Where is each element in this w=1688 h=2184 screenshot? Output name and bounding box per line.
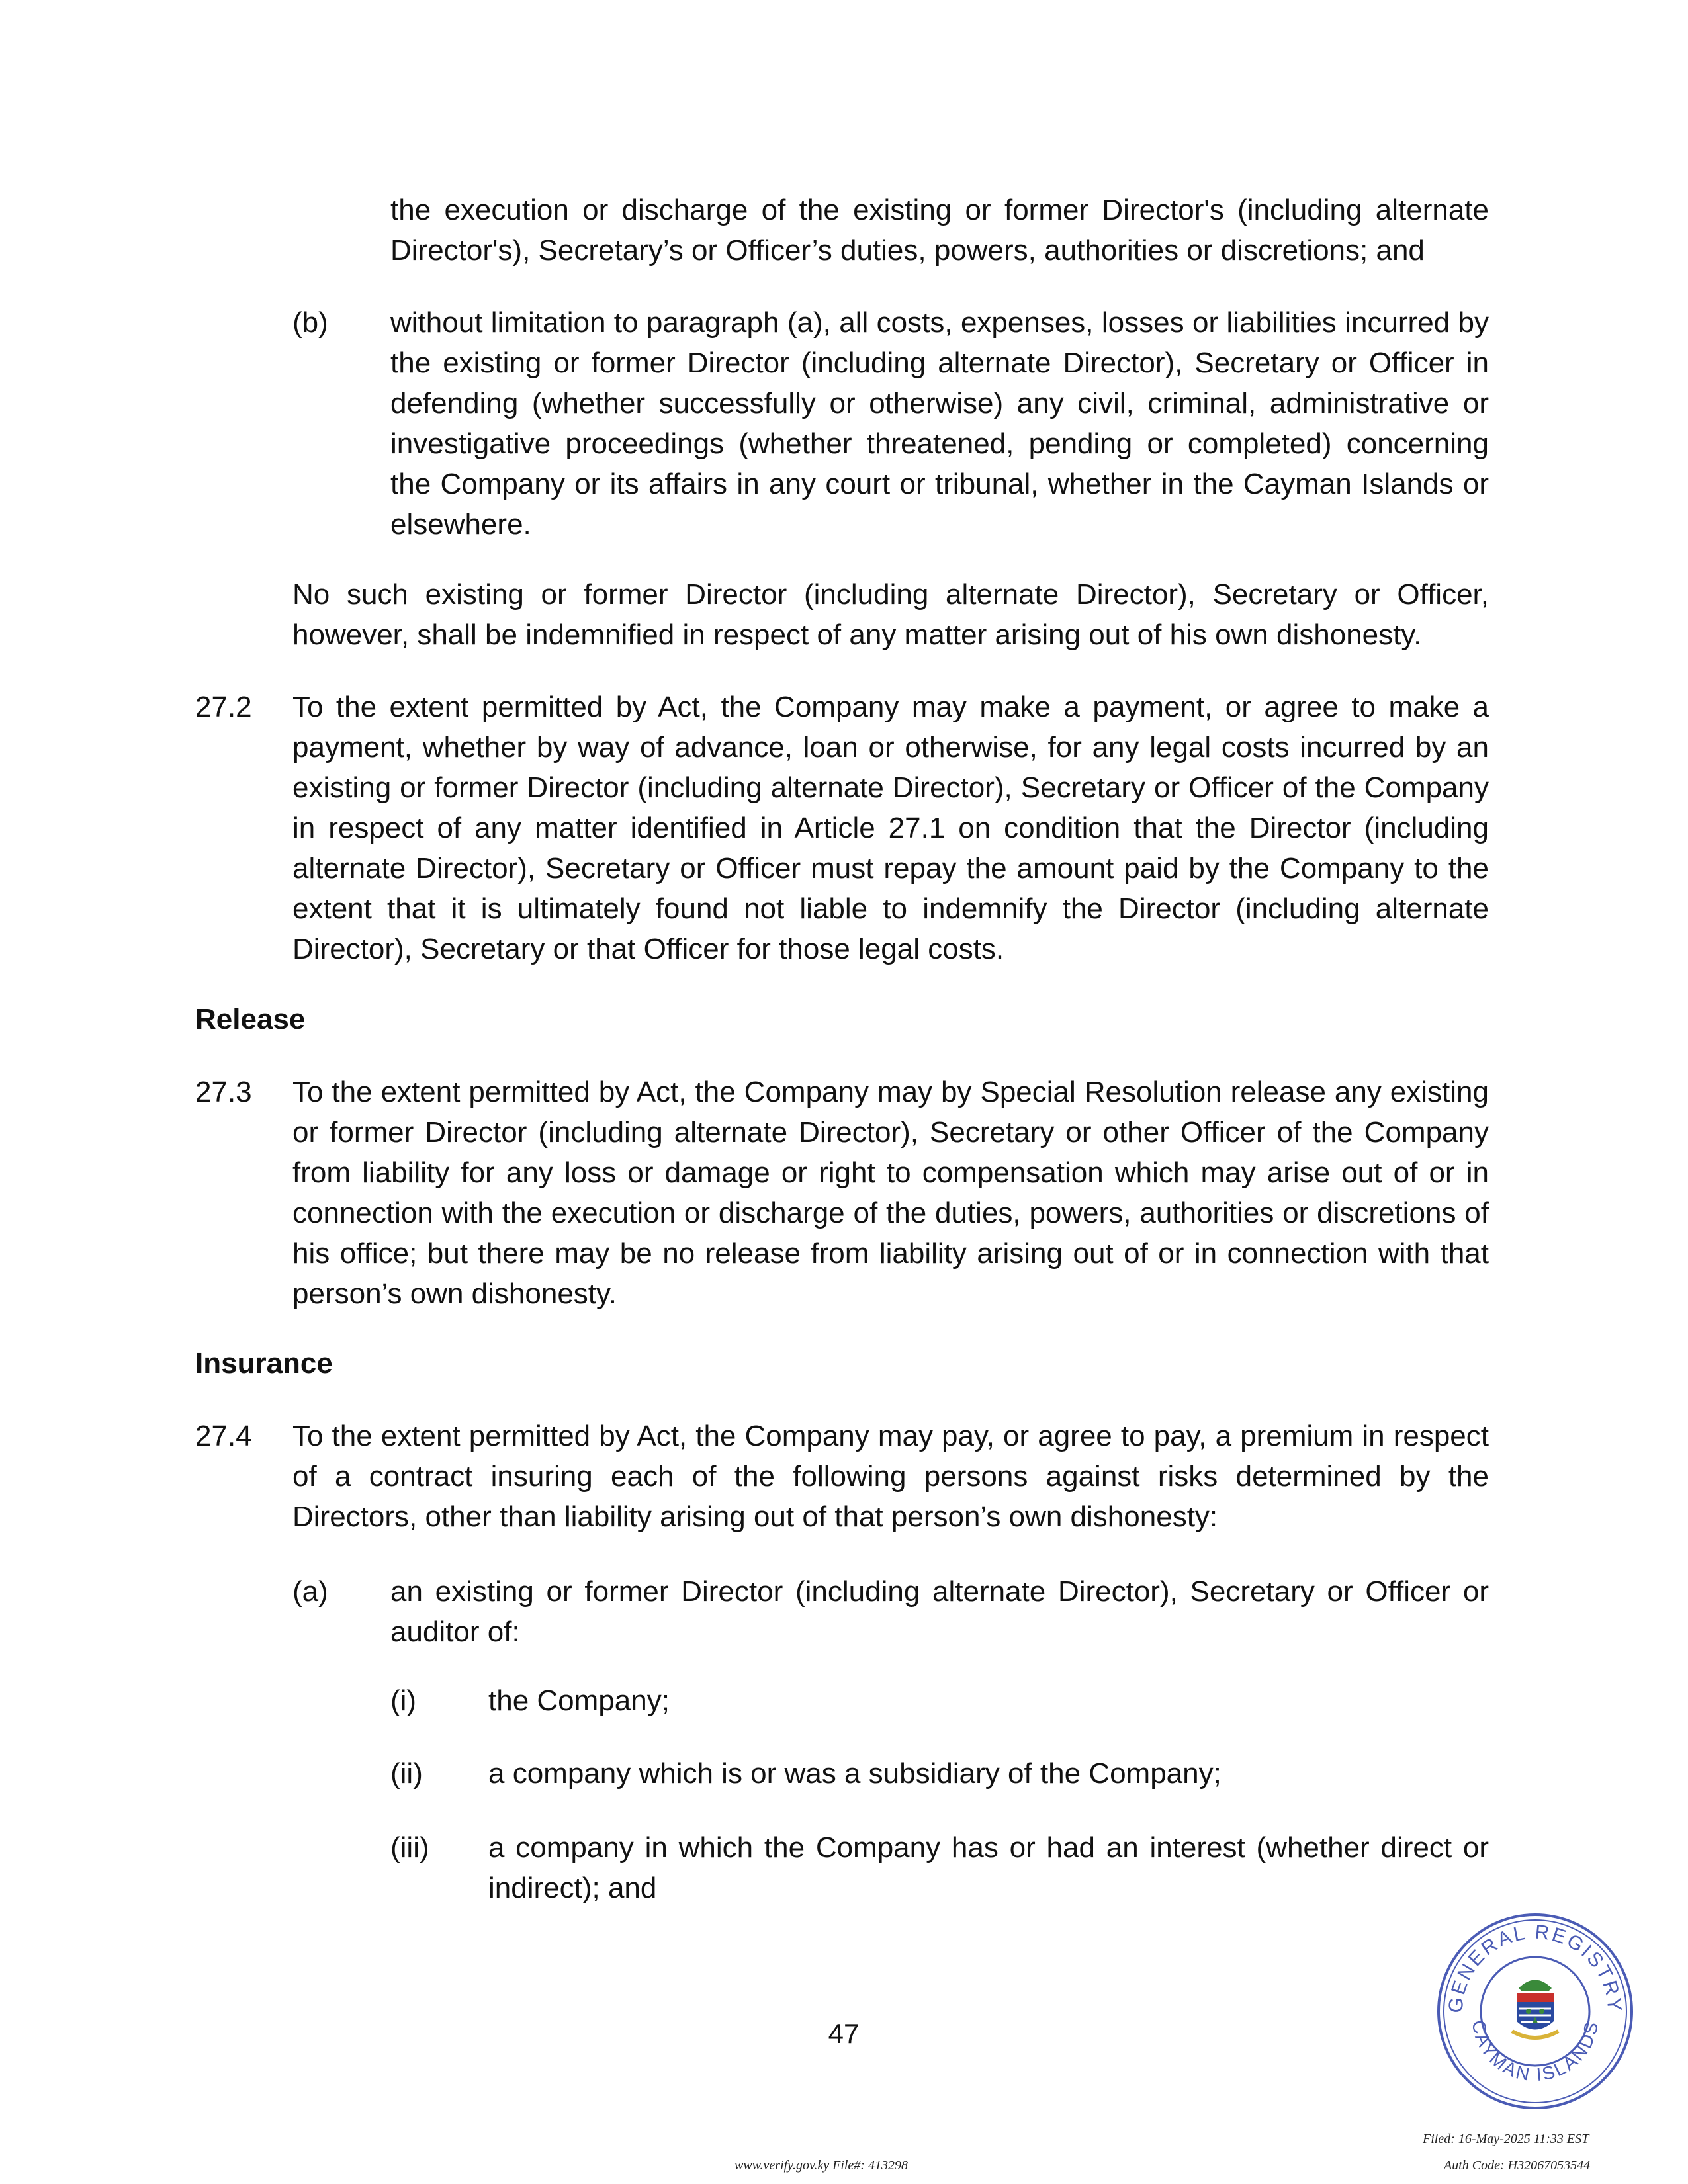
sub-item-text: a company in which the Company has or had an interest (whether direct or indirect); and [488, 1831, 1489, 1904]
general-registry-seal-icon [1436, 1912, 1634, 2111]
clause-27-4-number: 27.4 [195, 1420, 252, 1452]
sub-item-label: (i) [390, 1684, 417, 1717]
clause-27-3-text: To the extent permitted by Act, the Company may by Special Resolution release any existing or former Director (including alternate Director), Secretary or other Officer of the Company from liability for any loss or damage or right to compensation which may arise out of or in connection with the execution or discharge of the duties, powers, authorities or discretions of his office; but there may be no release from liability arising out of or in connection with that person’s own dishonesty. [292, 1076, 1489, 1310]
page-number: 47 [828, 2018, 860, 2049]
clause-27-2-text: To the extent permitted by Act, the Company may make a payment, or agree to make a payment, whether by way of advance, loan or otherwise, for any legal costs incurred by an existing or former Director (including alternate Director), Secretary or Officer of the Company in respect of any matter identified in Article 27.1 on condition that the Director (including alternate Director), Secretary or Officer must repay the amount paid by the Company to the extent that it is ultimately found not liable to indemnify the Director (including alternate Director), Secretary or that Officer for those legal costs. [292, 691, 1489, 965]
item-a-text: an existing or former Director (including alternate Director), Secretary or Officer or auditor of: [390, 1575, 1489, 1648]
no-indemnity-paragraph: No such existing or former Director (including alternate Director), Secretary or Officer, however, shall be indemnified in respect of any matter arising out of his own dishonesty. [292, 578, 1489, 651]
sub-item-label: (ii) [390, 1757, 423, 1790]
item-a-label: (a) [292, 1575, 328, 1608]
footer-filed-date: Filed: 16-May-2025 11:33 EST [1423, 2132, 1589, 2146]
sub-item-label: (iii) [390, 1831, 429, 1864]
heading-release: Release [195, 1003, 306, 1035]
clause-27-4-text: To the extent permitted by Act, the Company may pay, or agree to pay, a premium in respect of a contract insuring each of the following persons against risks determined by the Directors, other than liability arising out of that person’s own dishonesty: [292, 1420, 1489, 1533]
para-b-label: (b) [292, 306, 328, 339]
footer-verify-file: www.verify.gov.ky File#: 413298 [734, 2158, 908, 2173]
clause-27-2-number: 27.2 [195, 691, 252, 723]
paragraph-a-continuation: the execution or discharge of the existing or former Director's (including alternate Director's), Secretary’s or Officer’s duties, powers, authorities or discretions; and [390, 194, 1489, 267]
seal-top-text: GENERAL REGISTRY [1444, 1921, 1626, 2014]
seal-bottom-text: CAYMAN ISLANDS [1468, 2018, 1603, 2085]
sub-item-text: a company which is or was a subsidiary of the Company; [488, 1757, 1222, 1790]
footer-auth-code: Auth Code: H32067053544 [1444, 2158, 1591, 2173]
heading-insurance: Insurance [195, 1347, 333, 1379]
para-b-text: without limitation to paragraph (a), all costs, expenses, losses or liabilities incurred by the existing or former Director (including alternate Director), Secretary or Officer in defending (whether successfully or otherwise) any civil, criminal, administrative or investigative proceedings (whether threatened, pending or completed) concerning the Company or its affairs in any court or tribunal, whether in the Cayman Islands or elsewhere. [390, 306, 1489, 541]
clause-27-3-number: 27.3 [195, 1076, 252, 1108]
sub-item-text: the Company; [488, 1684, 670, 1717]
